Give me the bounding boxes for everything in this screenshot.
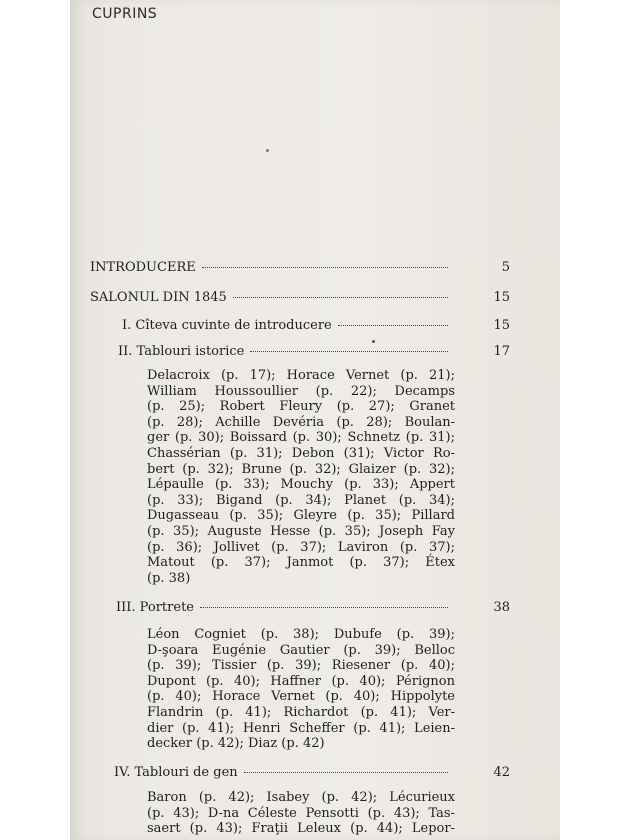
toc-page-number: 15	[493, 290, 510, 305]
dot-leader	[200, 607, 448, 608]
dot-leader	[244, 772, 448, 773]
toc-page-number: 38	[493, 600, 510, 615]
page-header: CUPRINS	[92, 6, 158, 22]
toc-label: II. Tablouri istorice	[118, 344, 245, 359]
text-line: (p. 43); D-na Céleste Pensotti (p. 43); Tas-	[147, 805, 455, 821]
toc-label: I. Cîteva cuvinte de introducere	[122, 318, 332, 333]
text-line: Dugasseau (p. 35); Gleyre (p. 35); Pillard	[147, 508, 455, 524]
text-line: (p. 40); Horace Vernet (p. 40); Hippolyte	[147, 689, 455, 705]
toc-page-number: 5	[501, 260, 510, 275]
toc-entry-introducere-section	[122, 318, 510, 333]
text-line: saert (p. 43); Fraţii Leleux (p. 44); Lepor-	[147, 821, 455, 837]
text-line: Delacroix (p. 17); Horace Vernet (p. 21);	[147, 368, 455, 383]
text-line: Flandrin (p. 41); Richardot (p. 41); Ver-	[147, 704, 455, 720]
toc-entry-portrete	[116, 600, 510, 615]
toc-page-number: 17	[493, 344, 510, 359]
text-line: dier (p. 41); Henri Scheffer (p. 41); Leien-	[147, 720, 455, 736]
toc-page-number: 15	[493, 318, 510, 333]
toc-entry-tablouri-de-gen	[114, 765, 510, 780]
text-line: Chassérian (p. 31); Debon (31); Victor Ro-	[147, 445, 455, 461]
toc-label: INTRODUCERE	[90, 260, 196, 275]
text-line: (p. 33); Bigand (p. 34); Planet (p. 34);	[147, 492, 455, 508]
text-line: decker (p. 42); Diaz (p. 42)	[147, 736, 325, 752]
book-page	[70, 0, 560, 840]
text-line: (p. 36); Jollivet (p. 37); Laviron (p. 37);	[147, 539, 455, 555]
text-line: Léon Cogniet (p. 38); Dubufe (p. 39);	[147, 627, 455, 642]
print-speck	[372, 340, 375, 343]
toc-page-number: 42	[493, 765, 510, 780]
dot-leader	[338, 325, 448, 326]
text-line: (p. 25); Robert Fleury (p. 27); Granet	[147, 399, 455, 415]
text-line: D-şoara Eugénie Gautier (p. 39); Belloc	[147, 642, 455, 658]
toc-subentries-portrete	[147, 627, 455, 752]
toc-label: SALONUL DIN 1845	[90, 290, 227, 305]
toc-label: IV. Tablouri de gen	[114, 765, 238, 780]
toc-entry-tablouri-istorice	[118, 344, 510, 359]
dot-leader	[202, 267, 448, 268]
toc-entry-salonul	[90, 290, 510, 305]
toc-subentries-gen	[147, 790, 455, 837]
text-line: (p. 38)	[147, 570, 191, 586]
toc-subentries-istorice	[147, 368, 455, 586]
toc-entry-introducere	[90, 260, 510, 275]
text-line: Lépaulle (p. 33); Mouchy (p. 33); Appert	[147, 477, 455, 493]
text-line: (p. 39); Tissier (p. 39); Riesener (p. 40);	[147, 658, 455, 674]
toc-label: III. Portrete	[116, 600, 194, 615]
dot-leader	[250, 351, 448, 352]
print-speck	[266, 149, 269, 152]
text-line: (p. 35); Auguste Hesse (p. 35); Joseph Fay	[147, 523, 455, 539]
dot-leader	[233, 297, 448, 298]
text-line: Matout (p. 37); Janmot (p. 37); Étex	[147, 555, 455, 571]
text-line: bert (p. 32); Brune (p. 32); Glaizer (p. 32);	[147, 461, 455, 477]
text-line: Baron (p. 42); Isabey (p. 42); Lécurieux	[147, 790, 455, 805]
text-line: (p. 28); Achille Devéria (p. 28); Boulan-	[147, 414, 455, 430]
text-line: Dupont (p. 40); Haffner (p. 40); Pérignon	[147, 673, 455, 689]
text-line: William Houssoullier (p. 22); Decamps	[147, 383, 455, 399]
text-line: ger (p. 30); Boissard (p. 30); Schnetz (p. 31);	[147, 430, 455, 446]
